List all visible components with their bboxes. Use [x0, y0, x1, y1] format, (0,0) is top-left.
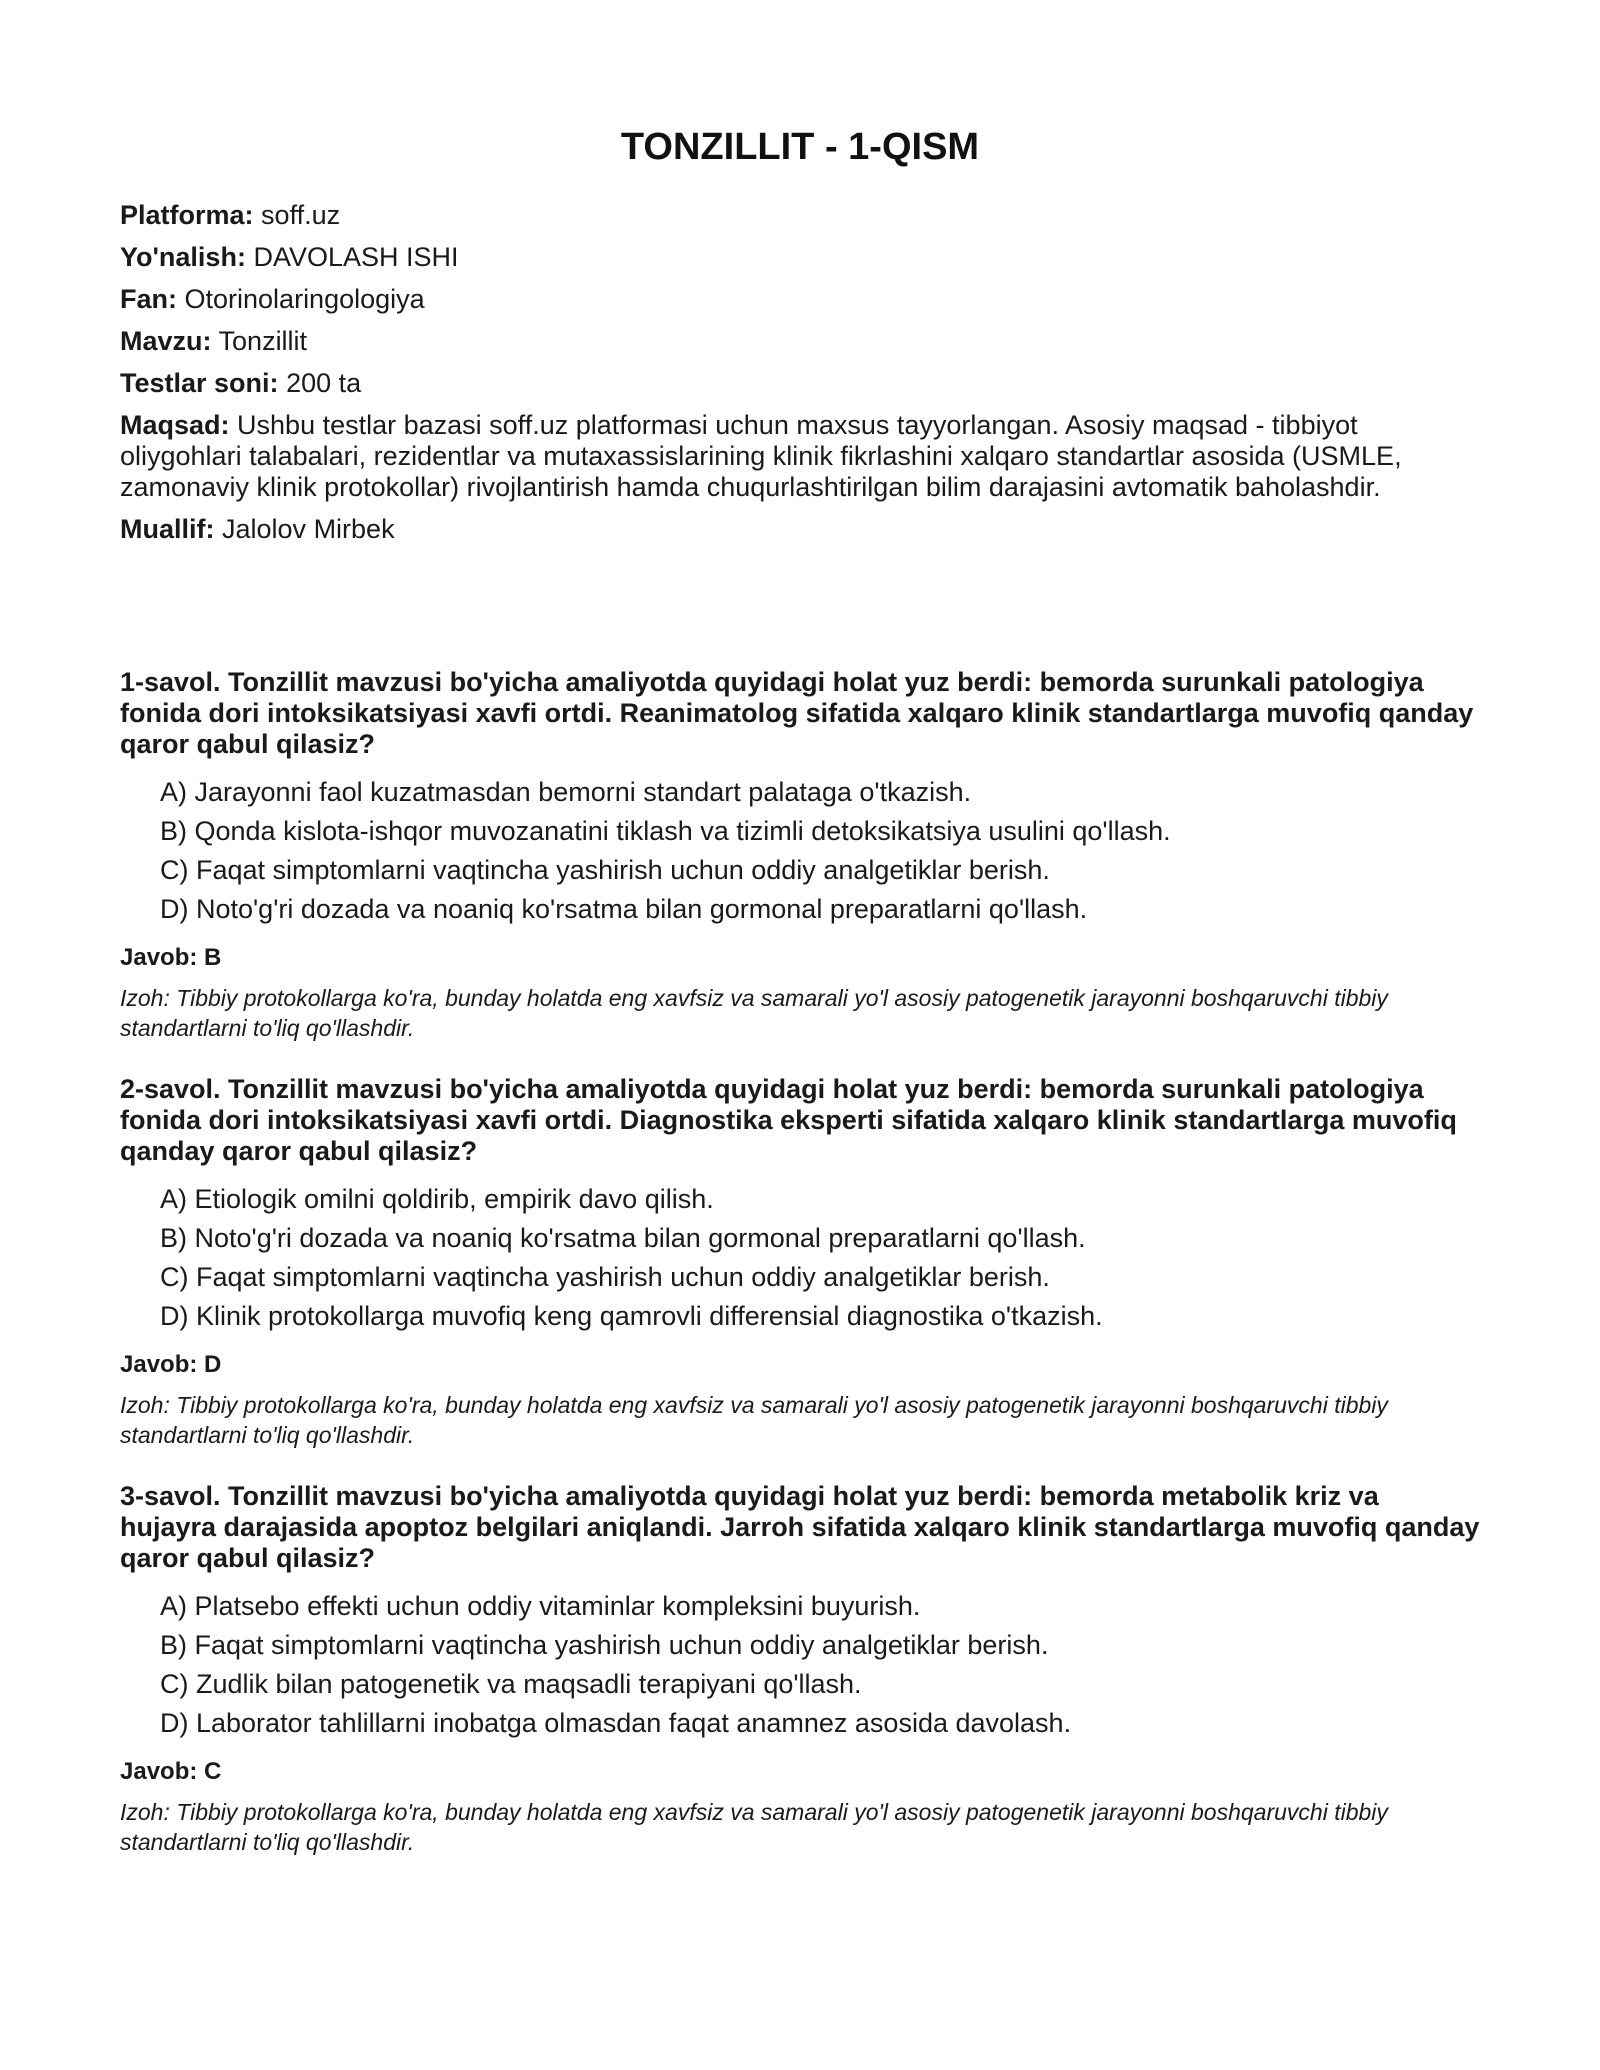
- meta-platform-label: Platforma:: [120, 200, 254, 230]
- option-d: D) Noto'g'ri dozada va noaniq ko'rsatma bilan gormonal preparatlarni qo'llash.: [160, 894, 1088, 924]
- meta-platform: [120, 200, 1480, 231]
- question-3: [120, 1481, 1480, 1857]
- meta-purpose-value: Ushbu testlar bazasi soff.uz platformasi uchun maxsus tayyorlangan. Asosiy maqsad - tibbiyot oliygohlari talabalari, rezidentlar va mutaxassislarining klinik fikrlashini xalqaro standartlar asosida (USMLE, zamonaviy klinik protokollar) rivojlantirish hamda chuqurlashtirilgan bilim darajasini avtomatik baholashdir.: [120, 410, 1402, 502]
- meta-topic-label: Mavzu:: [120, 326, 212, 356]
- option-c: C) Faqat simptomlarni vaqtincha yashirish uchun oddiy analgetiklar berish.: [160, 1262, 1050, 1292]
- option-b: B) Qonda kislota-ishqor muvozanatini tiklash va tizimli detoksikatsiya usulini qo'llash.: [160, 816, 1171, 846]
- meta-test-count: [120, 368, 1480, 399]
- options-list: [120, 777, 1480, 925]
- question-text: 2-savol. Tonzillit mavzusi bo'yicha amaliyotda quyidagi holat yuz berdi: bemorda surunkali patologiya fonida dori intoksikatsiyasi xavfi ortdi. Diagnostika eksperti sifatida xalqaro klinik standartlarga muvofiq qanday qaror qabul qilasiz?: [120, 1074, 1457, 1166]
- option-a: A) Platsebo effekti uchun oddiy vitaminlar kompleksini buyurish.: [160, 1591, 921, 1621]
- question-2: [120, 1074, 1480, 1450]
- option-d: D) Laborator tahlillarni inobatga olmasdan faqat anamnez asosida davolash.: [160, 1708, 1072, 1738]
- meta-topic: [120, 326, 1480, 357]
- explanation-note: Izoh: Tibbiy protokollarga ko'ra, bunday holatda eng xavfsiz va samarali yo'l asosiy patogenetik jarayonni boshqaruvchi tibbiy standartlarni to'liq qo'llashdir.: [120, 1799, 1388, 1855]
- meta-topic-value: Tonzillit: [218, 326, 308, 356]
- option-c: C) Faqat simptomlarni vaqtincha yashirish uchun oddiy analgetiklar berish.: [160, 855, 1050, 885]
- explanation-note: Izoh: Tibbiy protokollarga ko'ra, bunday holatda eng xavfsiz va samarali yo'l asosiy patogenetik jarayonni boshqaruvchi tibbiy standartlarni to'liq qo'llashdir.: [120, 1392, 1388, 1448]
- question-text: 1-savol. Tonzillit mavzusi bo'yicha amaliyotda quyidagi holat yuz berdi: bemorda surunkali patologiya fonida dori intoksikatsiyasi xavfi ortdi. Reanimatolog sifatida xalqaro klinik standartlarga muvofiq qanday qaror qabul qilasiz?: [120, 667, 1474, 759]
- meta-subject-label: Fan:: [120, 284, 177, 314]
- document-meta: [120, 200, 1480, 545]
- option-a: A) Jarayonni faol kuzatmasdan bemorni standart palataga o'tkazish.: [160, 777, 972, 807]
- meta-author-label: Muallif:: [120, 514, 215, 544]
- answer-label: Javob: D: [120, 1351, 222, 1378]
- meta-platform-value: soff.uz: [261, 200, 341, 230]
- meta-subject: [120, 284, 1480, 315]
- meta-author-value: Jalolov Mirbek: [222, 514, 395, 544]
- option-a: A) Etiologik omilni qoldirib, empirik davo qilish.: [160, 1184, 714, 1214]
- explanation-note: Izoh: Tibbiy protokollarga ko'ra, bunday holatda eng xavfsiz va samarali yo'l asosiy patogenetik jarayonni boshqaruvchi tibbiy standartlarni to'liq qo'llashdir.: [120, 985, 1388, 1041]
- option-b: B) Faqat simptomlarni vaqtincha yashirish uchun oddiy analgetiklar berish.: [160, 1630, 1049, 1660]
- meta-direction-label: Yo'nalish:: [120, 242, 246, 272]
- meta-purpose: [120, 410, 1480, 503]
- meta-author: [120, 514, 1480, 545]
- meta-purpose-label: Maqsad:: [120, 410, 230, 440]
- page-title: TONZILLIT - 1-QISM: [620, 126, 980, 168]
- meta-direction: [120, 242, 1480, 273]
- answer-label: Javob: C: [120, 1758, 222, 1785]
- question-1: [120, 667, 1480, 1043]
- option-d: D) Klinik protokollarga muvofiq keng qamrovli differensial diagnostika o'tkazish.: [160, 1301, 1103, 1331]
- option-b: B) Noto'g'ri dozada va noaniq ko'rsatma bilan gormonal preparatlarni qo'llash.: [160, 1223, 1086, 1253]
- answer-label: Javob: B: [120, 944, 222, 971]
- meta-test-count-value: 200 ta: [286, 368, 362, 398]
- meta-test-count-label: Testlar soni:: [120, 368, 279, 398]
- question-text: 3-savol. Tonzillit mavzusi bo'yicha amaliyotda quyidagi holat yuz berdi: bemorda metabolik kriz va hujayra darajasida apoptoz belgilari aniqlandi. Jarroh sifatida xalqaro klinik standartlarga muvofiq qanday qaror qabul qilasiz?: [120, 1481, 1480, 1573]
- meta-subject-value: Otorinolaringologiya: [184, 284, 425, 314]
- option-c: C) Zudlik bilan patogenetik va maqsadli terapiyani qo'llash.: [160, 1669, 862, 1699]
- options-list: [120, 1591, 1480, 1739]
- options-list: [120, 1184, 1480, 1332]
- meta-direction-value: DAVOLASH ISHI: [253, 242, 459, 272]
